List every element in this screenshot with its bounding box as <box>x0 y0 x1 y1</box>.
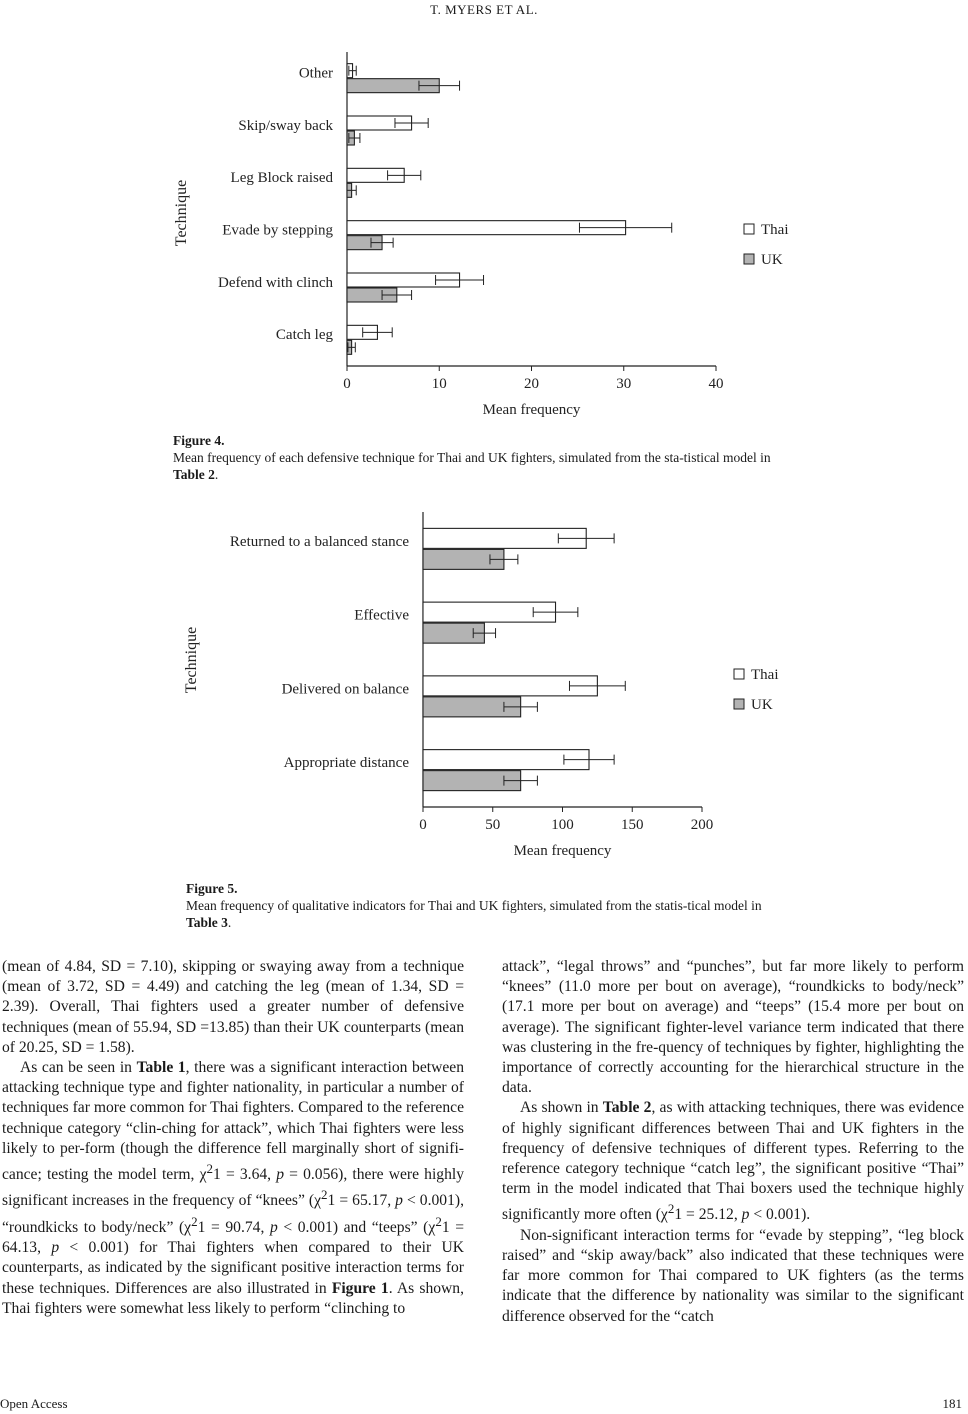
legend-label: Thai <box>751 667 779 683</box>
legend-label: UK <box>751 697 773 713</box>
y-axis-label: Technique <box>183 626 200 694</box>
figure-4-label: Figure 4. <box>173 433 225 448</box>
category-label: Defend with clinch <box>218 274 333 291</box>
figure-5-caption <box>186 880 796 931</box>
x-tick-label: 150 <box>621 817 644 833</box>
legend-label: UK <box>761 252 783 268</box>
y-axis-label: Technique <box>173 179 190 247</box>
category-label: Effective <box>354 607 409 624</box>
figure-4-caption-ref: Table 2 <box>173 467 215 482</box>
x-tick-label: 30 <box>616 376 632 392</box>
running-header: T. MYERS ET AL. <box>430 2 538 17</box>
figure-4-caption-end: . <box>214 467 219 482</box>
legend-label: Thai <box>761 222 789 238</box>
x-tick-label: 100 <box>551 817 574 833</box>
footer-page-number: 181 <box>942 1396 962 1411</box>
figure-5-label: Figure 5. <box>186 881 238 896</box>
x-tick-label: 40 <box>708 376 724 392</box>
legend-swatch <box>734 699 744 709</box>
category-label: Evade by stepping <box>222 222 333 239</box>
legend-swatch <box>734 669 744 679</box>
figure-5-caption-ref: Table 3 <box>186 915 228 930</box>
footer-open-access: Open Access <box>0 1396 68 1411</box>
x-tick-label: 50 <box>485 817 501 833</box>
x-tick-label: 0 <box>343 376 351 392</box>
category-label: Skip/sway back <box>238 117 333 134</box>
category-label: Catch leg <box>275 327 333 344</box>
category-label: Returned to a balanced stance <box>229 533 409 550</box>
body-left-column: (mean of 4.84, SD = 7.10), skipping or swaying away from a technique (mean of 3.72, SD = 4.49) and catching the leg (mean of 1.34, SD = 2.39). Overall, Thai fighters used a greater number of defensive techniques (mean of 55.94, SD =13.85) than their UK counterparts (mean of 20.25, SD = 1.58). As can be seen in Table 1, there was a significant interaction between attacking technique type and fighter nationality, in particular a number of techniques far more common for Thai fighters. Compared to the reference technique category “clin-ching for attack”, which Thai fighters were less likely to per-form (though the difference fell marginally short of signifi-cance; testing the model term, $\chi^21 = 3.64$, p = 0.056), there were highly significant increases in the frequency of “knees” ($\chi^21 = 65.17$, p < 0.001), “roundkicks to body/neck” ($\chi^21 = 90.74$, p < 0.001) and “teeps” ($\chi^21 = 64.13$, p < 0.001) for Thai fighters when compared to their UK counterparts, as indicated by the significant positive interaction terms for these techniques. Differences are also illustrated in Figure 1. As shown, Thai fighters were somewhat less likely to perform “clinching to <box>2 958 464 1317</box>
x-tick-label: 0 <box>419 817 427 833</box>
figure-4-caption-text: Mean frequency of each defensive technique for Thai and UK fighters, simulated from the sta-tistical model in <box>173 450 771 465</box>
x-tick-label: 20 <box>524 376 539 392</box>
category-label: Leg Block raised <box>230 170 333 187</box>
category-label: Delivered on balance <box>281 681 409 698</box>
figure-5-caption-text: Mean frequency of qualitative indicators for Thai and UK fighters, simulated from the statis-tical model in <box>186 898 762 913</box>
body-right-column: attack”, “legal throws” and “punches”, but far more likely to perform “knees” (11.0 more per bout on average), “roundkicks to body/neck” (17.1 more per bout on average) and “teeps” (15.4 more per bout on average). The significant fighter-level variance term indicated that there was clustering in the fre-quency of techniques by fighter, highlighting the importance of correctly accounting for the hierarchical structure in the data. As shown in Table 2, as with attacking techniques, there was evidence of highly significant differences between Thai and UK fighters in the frequency of defensive techniques of different types. Referring to the reference category technique “catch leg”, the significant positive “Thai” term in the model indicated that Thai boxers used the technique highly significantly more often ($\chi^21 = 25.12$, p < 0.001). Non-significant interaction terms for “evade by stepping”, “leg block raised” and “skip away/back” also indicated that these techniques were far more common for Thai compared to UK fighters (as the terms indicate that the difference by nationality was similar to the significant difference observed for the “catch <box>502 958 964 1325</box>
figure-5-caption-end: . <box>227 915 232 930</box>
category-label: Appropriate distance <box>283 755 409 772</box>
x-tick-label: 200 <box>690 817 714 833</box>
category-label: Other <box>298 65 333 82</box>
x-axis-label: Mean frequency <box>482 402 581 418</box>
x-tick-label: 10 <box>431 376 447 392</box>
x-axis-label: Mean frequency <box>513 843 612 859</box>
